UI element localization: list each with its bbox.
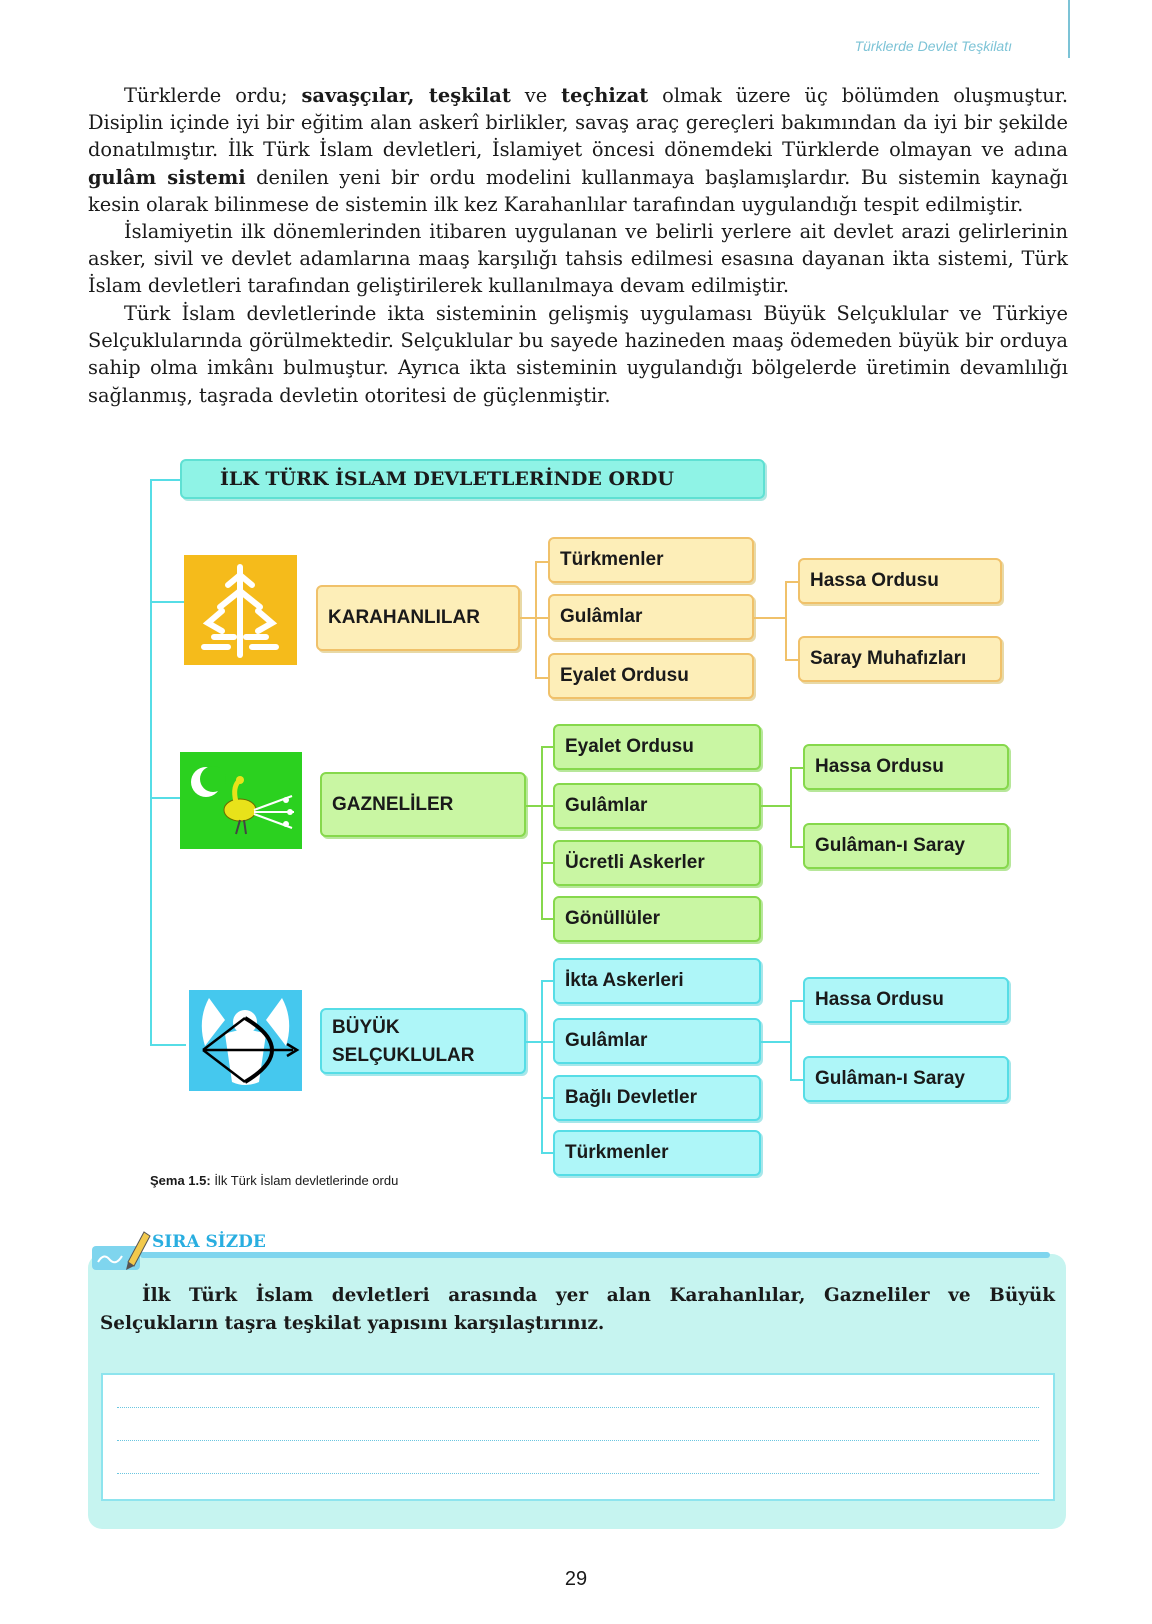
page-number: 29 [564, 1568, 588, 1590]
selcuklu-unit-3: Bağlı Devletler [553, 1075, 761, 1121]
karahanli-flag-icon [184, 555, 297, 665]
answer-line [117, 1473, 1039, 1474]
connector [790, 1000, 804, 1002]
gazneli-unit-4: Gönüllüler [553, 896, 761, 942]
karahanli-sub-2: Saray Muhafızları [798, 636, 1002, 682]
connector [150, 1044, 186, 1046]
connector [541, 746, 543, 919]
connector [785, 659, 799, 661]
selcuklu-unit-4: Türkmenler [553, 1130, 761, 1176]
karahanli-unit-3: Eyalet Ordusu [548, 653, 754, 699]
selcuklu-unit-1: İkta Askerleri [553, 958, 761, 1004]
spine-line [150, 479, 152, 1045]
connector [790, 1000, 792, 1080]
selcuklular-label-line-1: BÜYÜK [332, 1017, 400, 1038]
gazneli-unit-3: Ücretli Askerler [553, 840, 761, 886]
connector [526, 1041, 542, 1043]
connector [535, 677, 549, 679]
diagram-title: İLK TÜRK İSLAM DEVLETLERİNDE ORDU [180, 459, 765, 499]
connector [535, 561, 537, 678]
gazneliler-box: GAZNELİLER [320, 772, 526, 837]
connector [535, 617, 549, 619]
paragraph-1: Türklerde ordu; savaşçılar, teşkilat ve teçhizat olmak üzere üç bölümden oluşmuştur. Disiplin içinde iyi bir eğitim alan askerî birlikler, savaş araç gereçleri bakımından da iyi bir şekilde donatılmıştır. İlk Türk İslam devletleri, İslamiyet öncesi dönemdeki Türklerde olmayan ve adına gulâm sistemi denilen yeni bir ordu modelini kullanmaya başlamışlardır. Bu sistemin kaynağı kesin olarak bilinmese de sistemin ilk kez Karahanlılar tarafından uygulandığı tespit edilmiştir. [88, 84, 1068, 216]
connector [150, 797, 180, 799]
answer-area[interactable] [101, 1373, 1055, 1501]
connector [761, 805, 791, 807]
figure-caption [150, 1173, 398, 1188]
caption-label: Şema 1.5: [150, 1173, 211, 1188]
karahanlilar-box: KARAHANLILAR [316, 585, 520, 651]
activity-title: SIRA SİZDE [152, 1232, 266, 1252]
connector [526, 805, 542, 807]
connector [150, 601, 184, 603]
selcuklular-box [320, 1008, 526, 1074]
connector [520, 617, 536, 619]
connector [790, 767, 792, 847]
connector [790, 846, 804, 848]
paragraph-3: Türk İslam devletlerinde ikta sisteminin gelişmiş uygulaması Büyük Selçuklular ve Türkiye Selçuklularında görülmektedir. Selçuklular bu sayede hazineden maaş ödemeden büyük bir orduya sahip olma imkânı bulmuştur. Ayrıca ikta sisteminin uygulandığı bölgelerde üretimin devamlılığı sağlanmış, taşrada devletin otoritesi de güçlenmiştir. [88, 302, 1068, 407]
answer-line [117, 1440, 1039, 1441]
connector [785, 581, 799, 583]
selcuklular-label-line-2: SELÇUKLULAR [332, 1045, 475, 1066]
gazneli-flag-icon [180, 752, 302, 849]
gazneli-unit-2: Gulâmlar [553, 783, 761, 829]
paragraph-2: İslamiyetin ilk dönemlerinden itibaren uygulanan ve belirli yerlere ait devlet arazi gelirlerinin asker, sivil ve devlet adamlarına maaş karşılığı tahsis edilmesi esasına dayanan ikta sistemi, Türk İslam devletleri tarafından geliştirilerek kullanılmaya devam edilmiştir. [88, 220, 1068, 298]
gazneli-sub-1: Hassa Ordusu [803, 744, 1009, 790]
karahanli-sub-1: Hassa Ordusu [798, 558, 1002, 604]
karahanli-unit-1: Türkmenler [548, 537, 754, 583]
connector [785, 581, 787, 660]
activity-question: İlk Türk İslam devletleri arasında yer alan Karahanlılar, Gazneliler ve Büyük Selçukların taşra teşkilat yapısını karşılaştırınız. [100, 1285, 1055, 1334]
connector [790, 767, 804, 769]
connector [541, 980, 543, 1153]
connector [761, 1041, 791, 1043]
selcuklu-sub-1: Hassa Ordusu [803, 977, 1009, 1023]
selcuklu-flag-icon [189, 990, 302, 1091]
karahanli-unit-2: Gulâmlar [548, 594, 754, 640]
connector [150, 479, 182, 481]
header-rule [1068, 0, 1070, 58]
activity-title-bar [140, 1252, 1050, 1258]
selcuklu-sub-2: Gulâman-ı Saray [803, 1056, 1009, 1102]
connector [754, 617, 786, 619]
caption-text: İlk Türk İslam devletlerinde ordu [210, 1173, 399, 1188]
connector [790, 1079, 804, 1081]
running-title: Türklerde Devlet Teşkilatı [854, 38, 1012, 54]
gazneli-unit-1: Eyalet Ordusu [553, 724, 761, 770]
selcuklu-unit-2: Gulâmlar [553, 1018, 761, 1064]
gazneli-sub-2: Gulâman-ı Saray [803, 823, 1009, 869]
connector [535, 561, 549, 563]
pencil-note-icon [90, 1226, 152, 1272]
answer-line [117, 1407, 1039, 1408]
